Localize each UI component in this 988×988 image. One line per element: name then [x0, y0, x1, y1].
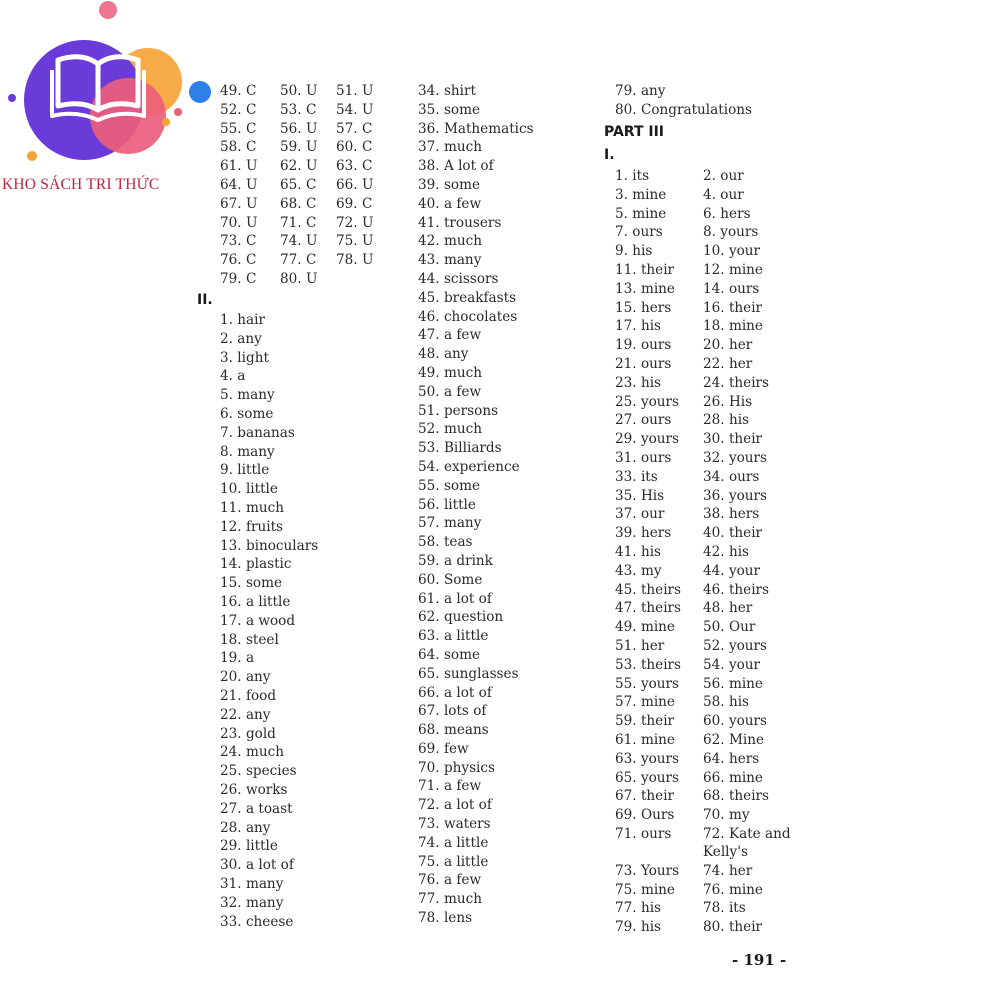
- answer-cell: 77. C: [280, 252, 317, 269]
- answer-item: 73. Yours: [615, 862, 680, 879]
- answer-item: 30. a lot of: [220, 857, 294, 874]
- answer-item: 38. A lot of: [418, 158, 494, 175]
- answer-item: 68. means: [418, 722, 489, 739]
- answer-item: 72. a lot of: [418, 797, 492, 814]
- answer-item: 70. my: [703, 807, 750, 824]
- answer-item: 20. any: [220, 669, 271, 686]
- answer-item: 45. theirs: [615, 581, 682, 598]
- part-iii-answer-grid: [615, 167, 791, 937]
- answer-item: 8. yours: [703, 224, 759, 241]
- answer-cell: 71. C: [280, 214, 317, 231]
- answer-item: 7. bananas: [220, 424, 295, 441]
- answer-item: 43. my: [615, 562, 662, 579]
- answer-item: 24. much: [220, 744, 284, 761]
- answer-item: 70. physics: [418, 759, 495, 776]
- answer-item: 22. any: [220, 706, 271, 723]
- answer-item: 28. his: [703, 412, 750, 429]
- answer-item: 34. ours: [703, 468, 760, 485]
- answer-item: 12. mine: [703, 261, 763, 278]
- answer-cell: 58. C: [220, 139, 257, 156]
- answer-item: 27. a toast: [220, 800, 293, 817]
- answer-item: 54. experience: [418, 458, 520, 475]
- answer-item: 49. mine: [615, 619, 675, 636]
- section-ii-heading: II.: [197, 292, 213, 308]
- answer-item: 9. little: [220, 462, 270, 479]
- answer-item: 31. ours: [615, 449, 672, 466]
- answer-item: 41. his: [615, 543, 662, 560]
- answer-item: 56. mine: [703, 675, 763, 692]
- answer-item: 52. much: [418, 421, 482, 438]
- part-iii-sub-heading: I.: [604, 147, 615, 163]
- answer-item: 53. Billiards: [418, 440, 502, 457]
- answer-item: 4. a: [220, 368, 246, 385]
- answer-item: 53. theirs: [615, 656, 682, 673]
- answer-item: 60. Some: [418, 571, 483, 588]
- answer-cell: 76. C: [220, 252, 257, 269]
- answer-item: 68. theirs: [703, 788, 770, 805]
- answer-item: 66. mine: [703, 769, 763, 786]
- answer-cell: 75. U: [336, 233, 374, 250]
- answer-item: 63. yours: [615, 750, 680, 767]
- answer-item: 20. her: [703, 337, 753, 354]
- answer-cell: 65. C: [280, 176, 317, 193]
- answer-cell: 57. C: [336, 120, 373, 137]
- answer-item: 36. yours: [703, 487, 768, 504]
- answer-item: 19. ours: [615, 337, 672, 354]
- answer-item: 8. many: [220, 443, 275, 460]
- answer-cell: 59. U: [280, 139, 318, 156]
- answer-item: 23. his: [615, 374, 662, 391]
- answer-item: 32. many: [220, 894, 284, 911]
- answer-item: 11. much: [220, 499, 284, 516]
- answer-cell: 52. C: [220, 101, 257, 118]
- answer-item: 50. Our: [703, 619, 756, 636]
- answer-item: 58. his: [703, 694, 750, 711]
- answer-item: 59. a drink: [418, 552, 493, 569]
- answer-item: 65. sunglasses: [418, 665, 519, 682]
- answer-cell: 53. C: [280, 101, 317, 118]
- answer-cell: 72. U: [336, 214, 374, 231]
- answer-item: 11. their: [615, 261, 675, 278]
- answer-cell: 80. U: [280, 270, 318, 287]
- answer-item: 58. teas: [418, 534, 473, 551]
- answer-item: 62. Mine: [703, 731, 765, 748]
- answer-item: 40. a few: [418, 195, 482, 212]
- answer-item: 67. lots of: [418, 703, 487, 720]
- answer-item: 35. some: [418, 101, 481, 118]
- answer-item: 60. yours: [703, 713, 768, 730]
- answer-item: 7. ours: [615, 224, 663, 241]
- answer-item: 55. yours: [615, 675, 680, 692]
- answer-item: 79. his: [615, 919, 662, 936]
- answer-item: 80. Congratulations: [615, 101, 752, 118]
- answer-item: 36. Mathematics: [418, 120, 534, 137]
- answer-item: 78. lens: [418, 910, 473, 927]
- answer-item: 6. hers: [703, 205, 751, 222]
- answer-item: 29. yours: [615, 431, 680, 448]
- answer-item: 37. our: [615, 506, 665, 523]
- answer-cell: 54. U: [336, 101, 374, 118]
- answer-item: 64. hers: [703, 750, 760, 767]
- answer-item: 40. their: [703, 525, 763, 542]
- answer-cell: 55. C: [220, 120, 257, 137]
- answer-cell: 64. U: [220, 176, 258, 193]
- answer-cell: 67. U: [220, 195, 258, 212]
- answer-item: 45. breakfasts: [418, 289, 517, 306]
- answer-item: 25. yours: [615, 393, 680, 410]
- answer-item: 46. theirs: [703, 581, 770, 598]
- answer-item: 43. many: [418, 252, 482, 269]
- answer-item: 3. light: [220, 349, 269, 366]
- answer-item: 17. his: [615, 318, 662, 335]
- answer-item: 57. many: [418, 515, 482, 532]
- answer-item: 15. some: [220, 575, 283, 592]
- answer-cell: 74. U: [280, 233, 318, 250]
- answer-item: 77. much: [418, 891, 482, 908]
- answer-cell: 73. C: [220, 233, 257, 250]
- answer-item: 69. Ours: [615, 807, 675, 824]
- answer-item: 38. hers: [703, 506, 760, 523]
- answer-item: 21. food: [220, 687, 277, 704]
- answer-cell: 60. C: [336, 139, 373, 156]
- answer-item: 52. yours: [703, 637, 768, 654]
- answer-item: 51. persons: [418, 402, 499, 419]
- answer-item: 78. its: [703, 900, 746, 917]
- answer-item: 48. any: [418, 346, 469, 363]
- answer-item: 26. works: [220, 781, 288, 798]
- answer-item: 2. our: [703, 168, 744, 184]
- answer-item: 32. yours: [703, 449, 768, 466]
- answer-item: 77. his: [615, 900, 662, 917]
- answer-cell: 69. C: [336, 195, 373, 212]
- answer-item: 61. a lot of: [418, 590, 492, 607]
- answer-item: 24. theirs: [703, 374, 770, 391]
- answer-item: 59. their: [615, 713, 675, 730]
- answer-item: 41. trousers: [418, 214, 502, 231]
- answer-item: 16. their: [703, 299, 763, 316]
- brand-name: KHO SÁCH TRI THỨC: [2, 176, 160, 193]
- answer-item: 39. some: [418, 176, 481, 193]
- answer-cell: 51. U: [336, 83, 374, 99]
- answer-item: 1. its: [615, 168, 650, 184]
- answer-item: 39. hers: [615, 525, 672, 542]
- answer-cell: 70. U: [220, 214, 258, 231]
- answer-item: 19. a: [220, 650, 255, 667]
- answer-item: 14. ours: [703, 280, 760, 297]
- answer-item: 62. question: [418, 609, 504, 626]
- answer-grid-cu: [220, 82, 386, 289]
- answer-cell: 63. C: [336, 158, 373, 175]
- answer-cell: 56. U: [280, 120, 318, 137]
- answer-cell: 50. U: [280, 83, 318, 99]
- answer-item: 6. some: [220, 405, 274, 422]
- answer-item: 5. many: [220, 387, 275, 404]
- answer-item: 18. steel: [220, 631, 279, 648]
- answer-item: 42. much: [418, 233, 482, 250]
- answer-item: 71. ours: [615, 825, 672, 842]
- answer-item: 50. a few: [418, 383, 482, 400]
- answer-item: 66. a lot of: [418, 684, 492, 701]
- answer-item: 33. cheese: [220, 913, 294, 930]
- answer-item: 15. hers: [615, 299, 672, 316]
- answer-item: 74. a little: [418, 834, 489, 851]
- answer-item: 61. mine: [615, 731, 675, 748]
- answer-item: 74. her: [703, 862, 753, 879]
- answer-item: 76. mine: [703, 881, 763, 898]
- page-number: - 191 -: [732, 951, 787, 969]
- part-iii-heading: PART III: [604, 124, 665, 140]
- answer-item: 29. little: [220, 838, 278, 855]
- answer-cell: 49. C: [220, 83, 257, 99]
- answer-item: 73. waters: [418, 816, 491, 833]
- answer-item: 67. their: [615, 788, 675, 805]
- answer-item: 71. a few: [418, 778, 482, 795]
- answer-item: 75. a little: [418, 853, 489, 870]
- answer-item: 47. a few: [418, 327, 482, 344]
- answer-item: 69. few: [418, 740, 469, 757]
- answer-item: 2. any: [220, 330, 262, 347]
- answer-item: 57. mine: [615, 694, 675, 711]
- answer-item: 75. mine: [615, 881, 675, 898]
- answer-cell: 78. U: [336, 252, 374, 269]
- section-ii-column-2: [418, 82, 534, 928]
- answer-item: 13. binoculars: [220, 537, 319, 554]
- answer-cell: 66. U: [336, 176, 374, 193]
- answer-item: 30. their: [703, 431, 763, 448]
- answer-item: 65. yours: [615, 769, 680, 786]
- answer-item: 46. chocolates: [418, 308, 518, 325]
- answer-item: 9. his: [615, 243, 653, 260]
- answer-item: 79. any: [615, 83, 666, 99]
- answer-item: 4. our: [703, 186, 744, 203]
- answer-item: 5. mine: [615, 205, 667, 222]
- answer-item: 10. your: [703, 243, 761, 260]
- answer-cell: 79. C: [220, 270, 257, 287]
- answer-item: 16. a little: [220, 593, 291, 610]
- answer-item: 44. your: [703, 562, 761, 579]
- answer-item: 37. much: [418, 139, 482, 156]
- answer-item: 47. theirs: [615, 600, 682, 617]
- answer-item: 56. little: [418, 496, 476, 513]
- answer-item: 21. ours: [615, 355, 672, 372]
- answer-item: 13. mine: [615, 280, 675, 297]
- answer-item: 1. hair: [220, 312, 265, 328]
- answer-item: 35. His: [615, 487, 665, 504]
- answer-item: 64. some: [418, 646, 481, 663]
- answer-item: 63. a little: [418, 628, 489, 645]
- answer-item: 17. a wood: [220, 612, 296, 629]
- answer-item: 28. any: [220, 819, 271, 836]
- answer-item: 23. gold: [220, 725, 276, 742]
- answer-item: 33. its: [615, 468, 658, 485]
- answer-item: 55. some: [418, 477, 481, 494]
- answer-item: 76. a few: [418, 872, 482, 889]
- answer-item: 49. much: [418, 364, 482, 381]
- answer-item: 22. her: [703, 355, 753, 372]
- answer-item: 10. little: [220, 481, 278, 498]
- section-ii-column-3: [615, 82, 752, 120]
- answer-item: 31. many: [220, 875, 284, 892]
- answer-item: 48. her: [703, 600, 753, 617]
- answer-item: 26. His: [703, 393, 753, 410]
- answer-item: 80. their: [703, 919, 763, 936]
- answer-item: 51. her: [615, 637, 665, 654]
- answer-cell: 68. C: [280, 195, 317, 212]
- answer-item: 34. shirt: [418, 83, 476, 99]
- book-logo-icon: [0, 0, 225, 200]
- answer-cell: 62. U: [280, 158, 318, 175]
- answer-item: 44. scissors: [418, 270, 499, 287]
- answer-item: 25. species: [220, 763, 297, 780]
- answer-item: 3. mine: [615, 186, 667, 203]
- answer-item: 54. your: [703, 656, 761, 673]
- answer-item: 12. fruits: [220, 518, 284, 535]
- answer-item: 42. his: [703, 543, 750, 560]
- answer-item: 72. Kate and Kelly's: [703, 825, 791, 861]
- answer-cell: 61. U: [220, 158, 258, 175]
- answer-item: 27. ours: [615, 412, 672, 429]
- answer-item: 14. plastic: [220, 556, 292, 573]
- section-ii-column-1: [220, 311, 318, 931]
- answer-item: 18. mine: [703, 318, 763, 335]
